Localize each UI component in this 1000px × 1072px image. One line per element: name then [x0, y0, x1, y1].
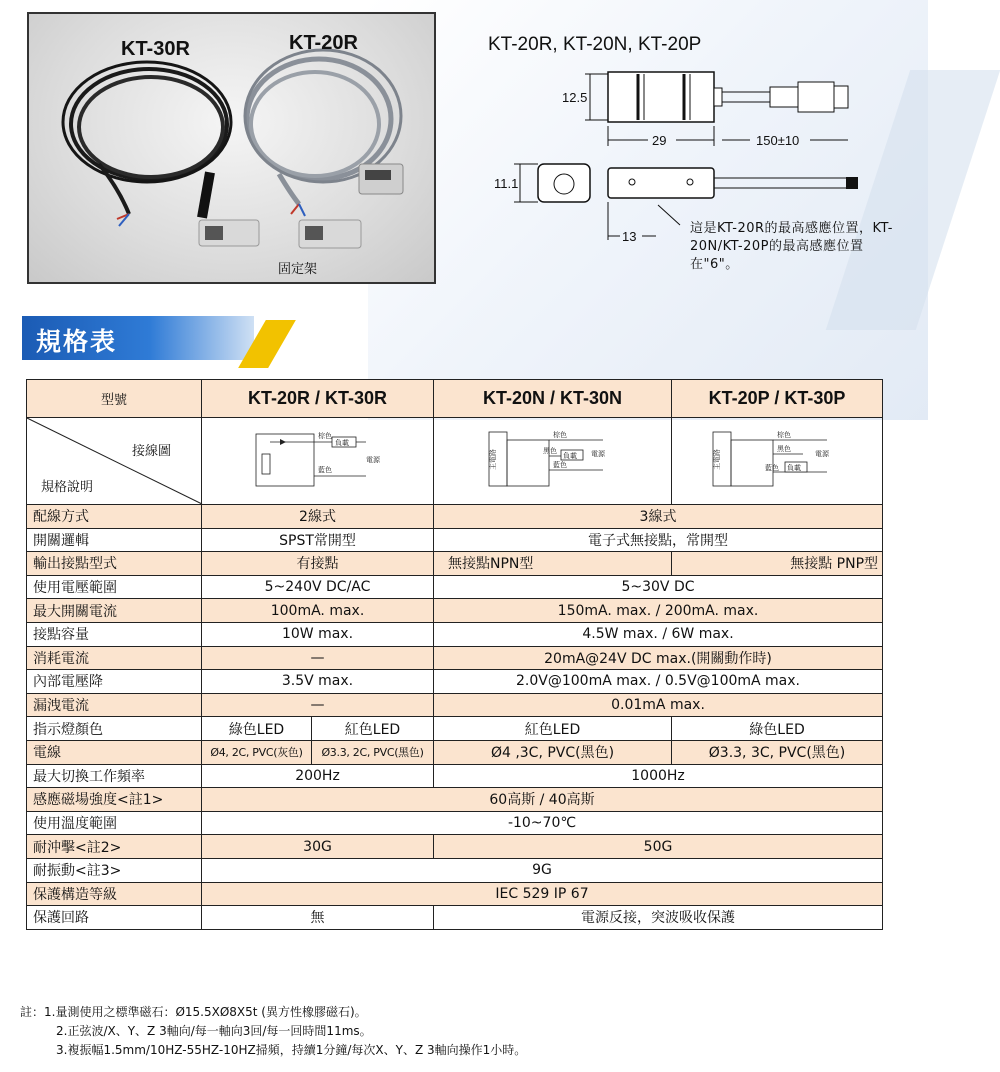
table-row [27, 670, 883, 694]
circuit-r-brown: 棕色 [317, 432, 332, 440]
table-row [27, 906, 883, 930]
row-label-protect-circuit: 保護回路 [27, 906, 202, 930]
cell-sensitivity: 60高斯 / 40高斯 [202, 788, 883, 812]
spec-table [26, 379, 883, 930]
section-header [22, 316, 276, 364]
table-row [27, 717, 883, 741]
table-row [27, 646, 883, 670]
photo-label-bracket: 固定架 [278, 262, 318, 277]
cell-wiring-r: 2線式 [202, 505, 434, 529]
circuit-p-blue: 藍色 [765, 464, 780, 472]
cell-contact-n: 無接點NPN型 [434, 552, 672, 576]
cell-logic-np: 電子式無接點，常開型 [434, 528, 883, 552]
table-row [27, 599, 883, 623]
table-row [27, 622, 883, 646]
cell-capacity-np: 4.5W max. / 6W max. [434, 622, 883, 646]
cell-leak-np: 0.01mA max. [434, 693, 883, 717]
cell-consumption-r: — [202, 646, 434, 670]
table-row [27, 693, 883, 717]
cell-cable-p: Ø3.3, 3C, PVC(黑色) [672, 740, 883, 764]
cell-drop-r: 3.5V max. [202, 670, 434, 694]
sensor-illustration [29, 14, 434, 282]
cell-voltage-np: 5~30V DC [434, 575, 883, 599]
cell-temp: -10~70℃ [202, 811, 883, 835]
row-label-contact: 輸出接點型式 [27, 552, 202, 576]
cell-shock-np: 50G [434, 835, 883, 859]
circuit-n-power: 電源 [590, 450, 605, 458]
cell-logic-r: SPST常開型 [202, 528, 434, 552]
cell-protect-level: IEC 529 IP 67 [202, 882, 883, 906]
diagram-label: 接線圖 [131, 444, 171, 459]
table-row [27, 882, 883, 906]
cell-drop-np: 2.0V@100mA max. / 0.5V@100mA max. [434, 670, 883, 694]
table-row [27, 811, 883, 835]
product-photo [27, 12, 436, 284]
dimension-drawing [480, 60, 900, 244]
table-header-row [27, 380, 883, 418]
footnote-2: 2.正弦波/X、Y、Z 3軸向/每一軸向3回/每一回時間11ms。 [56, 1024, 372, 1038]
cell-freq-r: 200Hz [202, 764, 434, 788]
table-row [27, 575, 883, 599]
dim-sense: 13 [622, 229, 637, 244]
footnotes [20, 1003, 526, 1060]
row-label-vibration: 耐振動<註3> [27, 858, 202, 882]
cell-vibration: 9G [202, 858, 883, 882]
row-label-protect-level: 保護構造等級 [27, 882, 202, 906]
circuit-p-power: 電源 [815, 450, 830, 458]
row-label-current: 最大開關電流 [27, 599, 202, 623]
photo-label-kt20: KT-20R [289, 32, 358, 54]
footnote-1: 註：1.量測使用之標準磁石：Ø15.5XØ8X5t (異方性橡膠磁石)。 [20, 1005, 367, 1019]
row-label-shock: 耐沖擊<註2> [27, 835, 202, 859]
dim-body: 29 [652, 133, 667, 148]
row-label-freq: 最大切換工作頻率 [27, 764, 202, 788]
row-label-sensitivity: 感應磁場強度<註1> [27, 788, 202, 812]
cell-cable-n: Ø4 ,3C, PVC(黑色) [434, 740, 672, 764]
table-row [27, 740, 883, 764]
cell-protect-circuit-r: 無 [202, 906, 434, 930]
drawing-note: 這是KT-20R的最高感應位置，KT-20N/KT-20P的最高感應位置在"6"。 [690, 221, 893, 272]
circuit-p-main: 主電路 [713, 449, 722, 470]
dim-cable: 150±10 [756, 133, 800, 148]
cell-wiring-np: 3線式 [434, 505, 883, 529]
spec-label: 規格說明 [41, 480, 94, 495]
cell-voltage-r: 5~240V DC/AC [202, 575, 434, 599]
circuit-diagram-p [707, 426, 847, 492]
cell-consumption-np: 20mA@24V DC max.(開關動作時) [434, 646, 883, 670]
circuit-n-main: 主電路 [488, 449, 497, 470]
cell-cable-r30: Ø3.3, 2C, PVC(黑色) [312, 740, 434, 764]
cell-contact-p: 無接點 PNP型 [672, 552, 883, 576]
table-row [27, 858, 883, 882]
cell-current-np: 150mA. max. / 200mA. max. [434, 599, 883, 623]
row-label-temp: 使用溫度範圍 [27, 811, 202, 835]
row-label-cable: 電線 [27, 740, 202, 764]
diagram-label-cell [27, 418, 202, 505]
cell-led-n: 紅色LED [434, 717, 672, 741]
header-model-r: KT-20R / KT-30R [202, 380, 434, 418]
cell-cable-r20: Ø4, 2C, PVC(灰色) [202, 740, 312, 764]
row-label-led: 指示燈顏色 [27, 717, 202, 741]
circuit-r-blue: 藍色 [317, 466, 332, 474]
cell-shock-r: 30G [202, 835, 434, 859]
row-label-voltage: 使用電壓範圍 [27, 575, 202, 599]
header-model-p: KT-20P / KT-30P [672, 380, 883, 418]
wiring-diagram-row [27, 418, 883, 505]
circuit-n-brown: 棕色 [552, 431, 567, 439]
drawing-title: KT-20R, KT-20N, KT-20P [488, 34, 702, 55]
cell-led-p: 綠色LED [672, 717, 883, 741]
dim-depth: 11.1 [494, 176, 519, 191]
row-label-capacity: 接點容量 [27, 622, 202, 646]
dim-height: 12.5 [562, 90, 588, 105]
circuit-diagram-n [483, 426, 623, 492]
table-row [27, 528, 883, 552]
header-model-n: KT-20N / KT-30N [434, 380, 672, 418]
circuit-n-black: 黑色 [542, 447, 557, 455]
cell-contact-r: 有接點 [202, 552, 434, 576]
footnote-3: 3.複振幅1.5mm/10HZ-55HZ-10HZ掃頻，持續1分鐘/每次X、Y、Z 3軸向操作1小時。 [56, 1043, 527, 1057]
circuit-n-blue: 藍色 [552, 461, 567, 469]
cell-current-r: 100mA. max. [202, 599, 434, 623]
circuit-r-power: 電源 [365, 456, 380, 464]
table-row [27, 552, 883, 576]
cell-protect-circuit-np: 電源反接，突波吸收保護 [434, 906, 883, 930]
cell-leak-r: — [202, 693, 434, 717]
cell-led-r30: 紅色LED [312, 717, 434, 741]
diagram-n-cell [434, 418, 672, 505]
table-row [27, 835, 883, 859]
row-label-leak: 漏洩電流 [27, 693, 202, 717]
table-row [27, 788, 883, 812]
circuit-p-load: 負載 [787, 464, 802, 472]
photo-label-kt30: KT-30R [121, 38, 190, 60]
row-label-drop: 內部電壓降 [27, 670, 202, 694]
circuit-p-black: 黑色 [777, 445, 792, 453]
table-row [27, 764, 883, 788]
section-title: 規格表 [36, 327, 118, 356]
circuit-r-load: 負載 [334, 439, 349, 447]
cell-capacity-r: 10W max. [202, 622, 434, 646]
cell-led-r20: 綠色LED [202, 717, 312, 741]
diagram-r-cell [202, 418, 434, 505]
diagram-p-cell [672, 418, 883, 505]
circuit-n-load: 負載 [562, 452, 577, 460]
table-row [27, 505, 883, 529]
row-label-consumption: 消耗電流 [27, 646, 202, 670]
row-label-logic: 開關邏輯 [27, 528, 202, 552]
circuit-p-brown: 棕色 [777, 431, 792, 439]
header-model: 型號 [27, 380, 202, 418]
circuit-diagram-r [248, 426, 388, 492]
cell-freq-np: 1000Hz [434, 764, 883, 788]
row-label-wiring: 配線方式 [27, 505, 202, 529]
